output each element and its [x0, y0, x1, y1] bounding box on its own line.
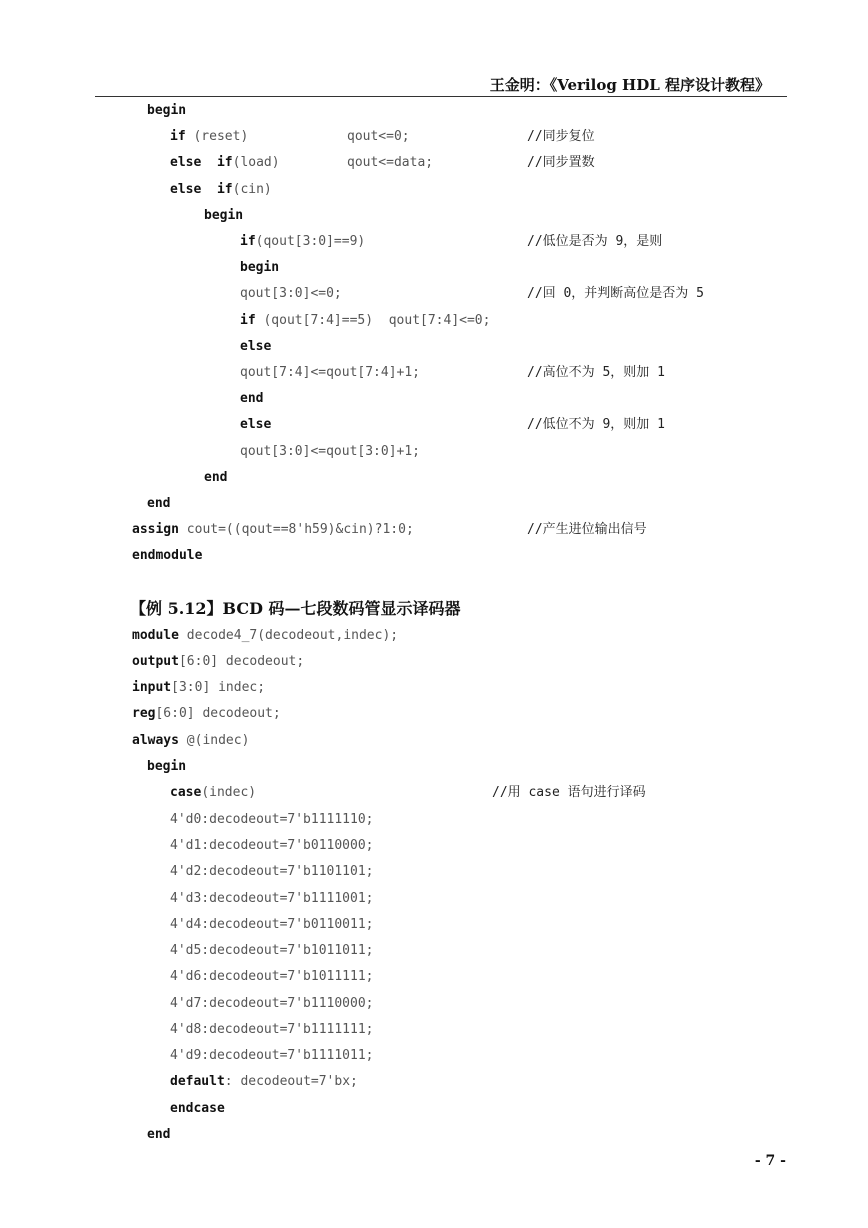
code-comment: //低位不为 9，则加 1 [527, 417, 665, 432]
code-line: 4'd0:decodeout=7'b1111110; [170, 812, 374, 827]
code-line: 4'd1:decodeout=7'b0110000; [170, 838, 374, 853]
code-line: input[3:0] indec; [132, 680, 266, 695]
code-line: 4'd3:decodeout=7'b1111001; [170, 891, 374, 906]
code-statement: qout<=data; [347, 155, 434, 170]
code-line: begin [204, 208, 244, 223]
code-statement: qout<=0; [347, 129, 410, 144]
code-comment: //同步置数 [527, 155, 595, 170]
page-number: - 7 - [754, 1153, 786, 1169]
code-line: module decode4_7(decodeout,indec); [132, 628, 399, 643]
example-title: 【例 5.12】BCD 码—七段数码管显示译码器 [130, 599, 461, 618]
code-line: default: decodeout=7'bx; [170, 1074, 358, 1089]
code-line: qout[3:0]<=qout[3:0]+1; [240, 444, 421, 459]
code-line: case(indec) [170, 785, 257, 800]
code-line: endmodule [132, 548, 203, 563]
code-line: 4'd5:decodeout=7'b1011011; [170, 943, 374, 958]
code-line: 4'd6:decodeout=7'b1011111; [170, 969, 374, 984]
code-line: if (qout[7:4]==5) qout[7:4]<=0; [240, 313, 491, 328]
code-line: 4'd4:decodeout=7'b0110011; [170, 917, 374, 932]
code-line: end [240, 391, 264, 406]
code-line: begin [147, 103, 187, 118]
code-line: 4'd2:decodeout=7'b1101101; [170, 864, 374, 879]
page-header [0, 70, 868, 100]
code-line: end [147, 1127, 171, 1142]
code-line: if(qout[3:0]==9) [240, 234, 366, 249]
code-line: endcase [170, 1101, 225, 1116]
code-line: else [240, 339, 272, 354]
code-comment: //低位是否为 9，是则 [527, 234, 663, 249]
code-comment: //回 0，并判断高位是否为 5 [527, 286, 704, 301]
code-line: if (reset) [170, 129, 249, 144]
code-line: end [147, 496, 171, 511]
code-comment: //产生进位输出信号 [527, 522, 647, 537]
code-line: qout[7:4]<=qout[7:4]+1; [240, 365, 421, 380]
code-line: 4'd9:decodeout=7'b1111011; [170, 1048, 374, 1063]
code-line: 4'd7:decodeout=7'b1110000; [170, 996, 374, 1011]
code-line: qout[3:0]<=0; [240, 286, 342, 301]
code-line: reg[6:0] decodeout; [132, 706, 281, 721]
code-line: begin [147, 759, 187, 774]
code-line: assign cout=((qout==8'h59)&cin)?1:0; [132, 522, 414, 537]
code-line: always @(indec) [132, 733, 250, 748]
code-line: 4'd8:decodeout=7'b1111111; [170, 1022, 374, 1037]
header-title: 王金明：《Verilog HDL 程序设计教程》 [489, 76, 770, 94]
code-line: begin [240, 260, 280, 275]
code-line: else [240, 417, 272, 432]
code-comment: //同步复位 [527, 129, 595, 144]
header-rule [95, 96, 787, 97]
code-line: else if(load) [170, 155, 280, 170]
code-line: end [204, 470, 228, 485]
code-line: else if(cin) [170, 182, 272, 197]
code-comment: //高位不为 5，则加 1 [527, 365, 665, 380]
code-line: output[6:0] decodeout; [132, 654, 305, 669]
code-comment: //用 case 语句进行译码 [492, 785, 646, 800]
